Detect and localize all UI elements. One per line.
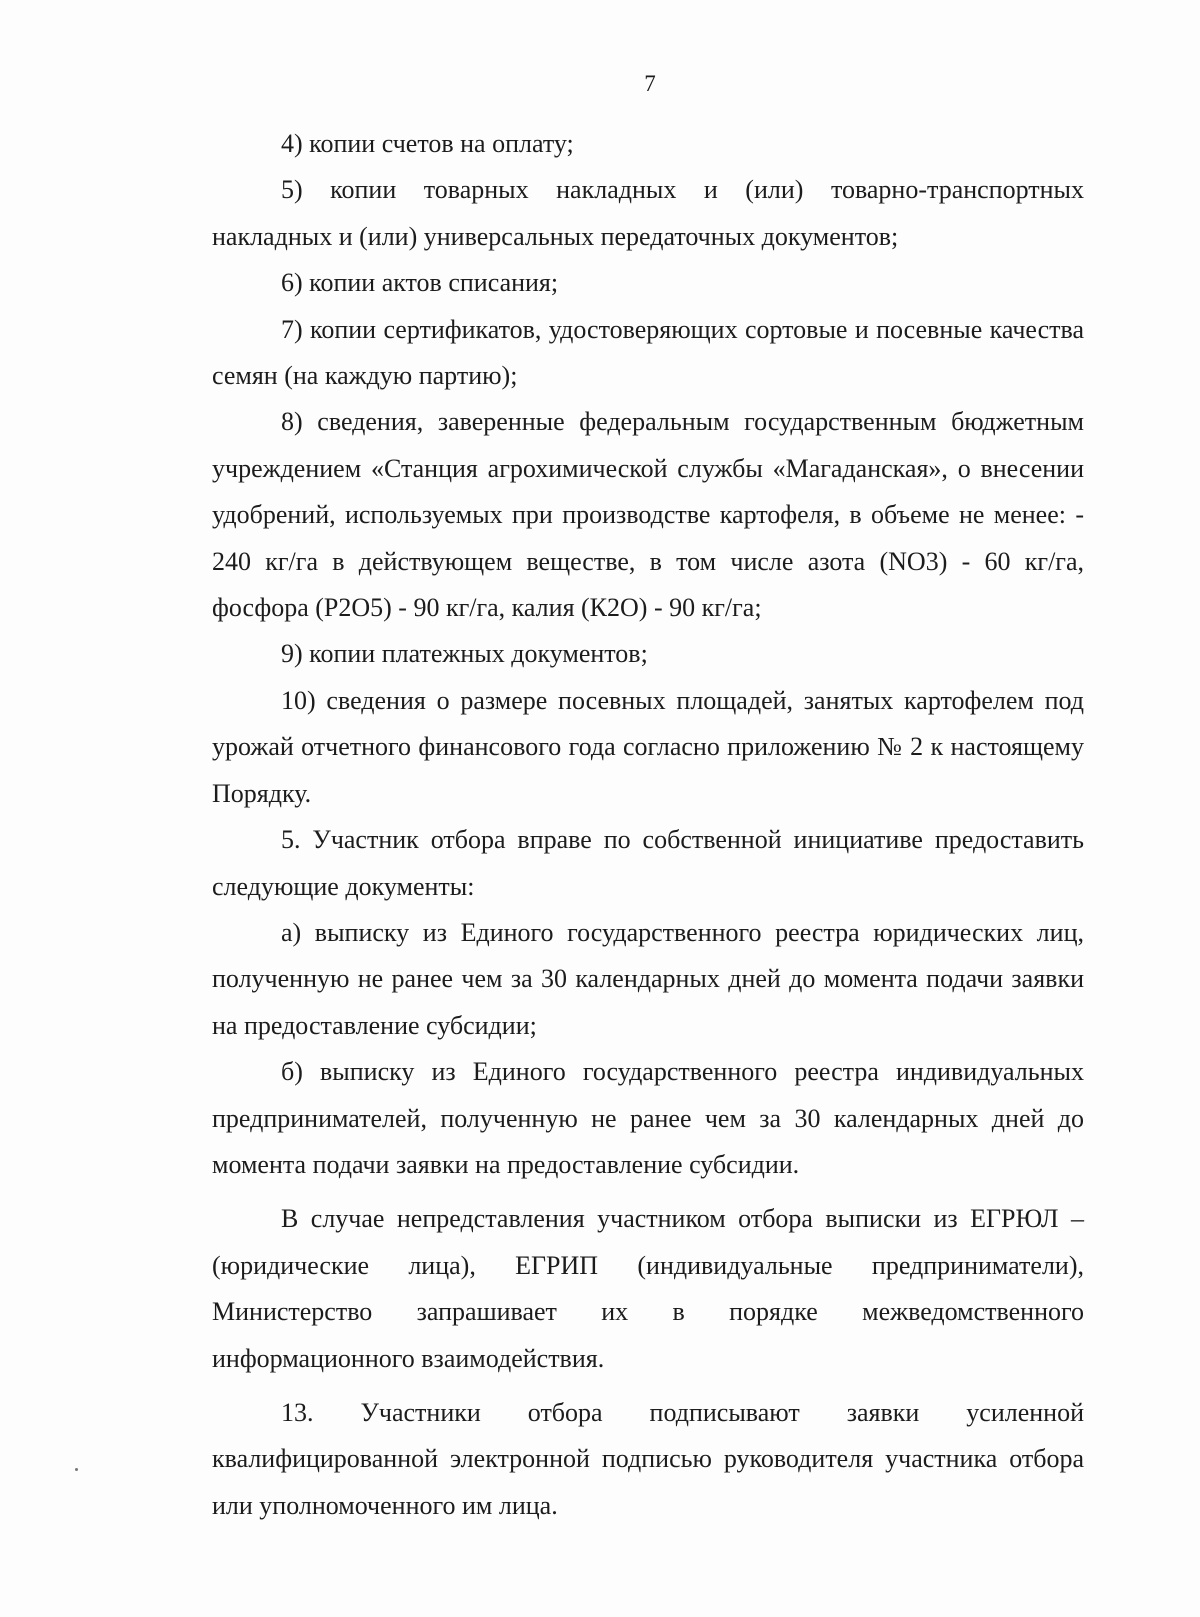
paragraph-item-6: 6) копии актов списания; bbox=[281, 268, 559, 298]
paragraph-item-8: 8) сведения, заверенные федеральным государственным бюджетным учреждением «Станция агрохимической службы «Магаданская», о внесении удобрений, используемых при производстве картофеля, в объеме не менее: - 240 кг/га в действующем веществе, в том числе азота (NO3) - 60 кг/га, фосфора (Р2О5) - 90 кг/га, калия (К2О) - 90 кг/га; bbox=[212, 407, 1084, 623]
paragraph-egrul-note: В случае непредставления участником отбора выписки из ЕГРЮЛ – (юридические лица), ЕГРИП (индивидуальные предприниматели), Министерство запрашивает их в порядке межведомственного информационного взаимодействия. bbox=[212, 1204, 1084, 1373]
scan-speck bbox=[75, 1468, 78, 1471]
paragraph-item-9: 9) копии платежных документов; bbox=[281, 639, 648, 669]
paragraph-item-10: 10) сведения о размере посевных площадей, занятых картофелем под урожай отчетного финансового года согласно приложению № 2 к настоящему Порядку. bbox=[212, 685, 1084, 808]
paragraph-item-4: 4) копии счетов на оплату; bbox=[281, 129, 574, 158]
document-body bbox=[212, 121, 1084, 1529]
paragraph-section-5: 5. Участник отбора вправе по собственной инициативе предоставить следующие документы: bbox=[212, 825, 1084, 901]
paragraph-item-7: 7) копии сертификатов, удостоверяющих сортовые и посевные качества семян (на каждую партию); bbox=[212, 314, 1084, 391]
paragraph-item-a: а) выписку из Единого государственного реестра юридических лиц, полученную не ранее чем за 30 календарных дней до момента подачи заявки на предоставление субсидии; bbox=[212, 917, 1084, 1040]
page-number: 7 bbox=[644, 71, 656, 96]
paragraph-item-b: б) выписку из Единого государственного реестра индивидуальных предпринимателей, полученную не ранее чем за 30 календарных дней до момента подачи заявки на предоставление субсидии. bbox=[212, 1057, 1084, 1179]
paragraph-section-13: 13. Участники отбора подписывают заявки усиленной квалифицированной электронной подписью руководителя участника отбора или уполномоченного им лица. bbox=[212, 1397, 1084, 1520]
paragraph-item-5: 5) копии товарных накладных и (или) товарно-транспортных накладных и (или) универсальных передаточных документов; bbox=[212, 175, 1084, 251]
